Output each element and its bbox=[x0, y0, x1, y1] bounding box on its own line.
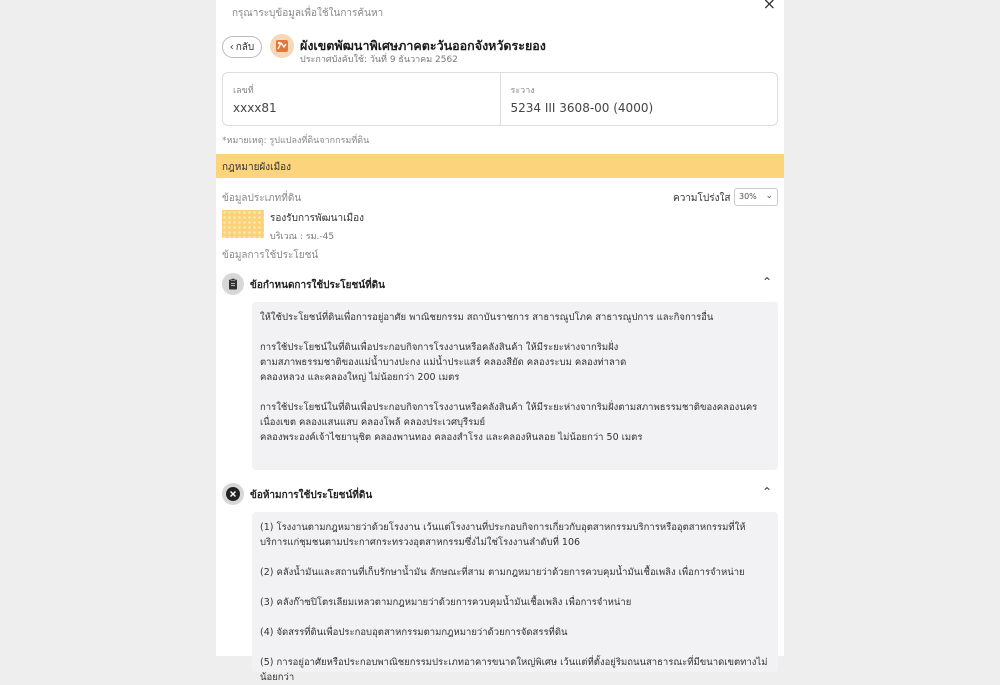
search-hint: กรุณาระบุข้อมูลเพื่อใช้ในการค้นหา bbox=[232, 8, 384, 19]
requirement-paragraph: ให้ใช้ประโยชน์ที่ดินเพื่อการอยู่อาศัย พาณิชยกรรม สถาบันราชการ สาธารณูปโภค สาธารณูปการ และกิจการอื่น bbox=[260, 312, 714, 323]
parcel-number-value: xxxx81 bbox=[233, 101, 277, 115]
town-planning-law-bar bbox=[216, 154, 784, 178]
land-use-requirements-header[interactable] bbox=[222, 273, 778, 297]
requirement-paragraph: การใช้ประโยชน์ในที่ดินเพื่อประกอบกิจการโรงงานหรือคลังสินค้า ให้มีระยะห่างจากริมฝั่งตามสภาพธรรมชาติของคลองนครเนื่องเขต คลองแสนแสบ คลองโพล้ คลองประเวศบุรีรมย์ คลองพระองค์เจ้าไชยานุชิต คลองพานทอง คลองสำโรง และคลองหินลอย ไม่น้อยกว่า 50 เมตร bbox=[260, 402, 758, 443]
header bbox=[216, 28, 784, 66]
prohibition-paragraph: (1) โรงงานตามกฎหมายว่าด้วยโรงงาน เว้นแต่โรงงานที่ประกอบกิจการเกี่ยวกับอุตสาหกรรมบริการหรืออุตสาหกรรมที่ให้บริการแก่ชุมชนตามประกาศกระทรวงอุตสาหกรรมซึ่งไม่ใช่โรงงานลำดับที่ 106 bbox=[260, 522, 746, 548]
opacity-select[interactable] bbox=[734, 188, 778, 206]
requirement-paragraph: การใช้ประโยชน์ในที่ดินเพื่อประกอบกิจการโรงงานหรือคลังสินค้า ให้มีระยะห่างจากริมฝั่ง ตามสภาพธรรมชาติของแม่น้ำบางปะกง แม่น้ำประแสร์ คลองสียัด คลองระบม คลองท่าลาด คลองหลวง และคลองใหญ่ ไม่น้อยกว่า 200 เมตร bbox=[260, 342, 627, 383]
prohibition-paragraph: (4) จัดสรรที่ดินเพื่อประกอบอุตสาหกรรมตามกฎหมายว่าด้วยการจัดสรรที่ดิน bbox=[260, 627, 568, 638]
land-use-label: ข้อมูลการใช้ประโยชน์ bbox=[222, 250, 319, 261]
chevron-up-icon[interactable]: ⌃ bbox=[761, 275, 772, 289]
prohibition-paragraph: (2) คลังน้ำมันและสถานที่เก็บรักษาน้ำมัน ลักษณะที่สาม ตามกฎหมายว่าด้วยการควบคุมน้ำมันเชื้อเพลิง เพื่อการจำหน่าย bbox=[260, 567, 745, 578]
opacity-label: ความโปร่งใส bbox=[673, 193, 731, 204]
plan-logo-icon bbox=[270, 34, 294, 58]
land-use-prohibitions-text bbox=[252, 512, 778, 683]
opacity-value: 30% bbox=[739, 192, 757, 201]
clipboard-icon bbox=[222, 273, 244, 295]
zone-code: บริเวณ : รม.-45 bbox=[270, 232, 335, 242]
chevron-left-icon: ‹ bbox=[229, 41, 234, 53]
back-button[interactable] bbox=[222, 36, 262, 58]
zone-name: รองรับการพัฒนาเมือง bbox=[270, 213, 364, 224]
map-grid-cell bbox=[500, 73, 778, 125]
land-use-requirements-title: ข้อกำหนดการใช้ประโยชน์ที่ดิน bbox=[250, 280, 386, 291]
parcel-number-cell bbox=[223, 73, 500, 125]
parcel-info-box bbox=[222, 72, 778, 126]
town-planning-law-label: กฎหมายผังเมือง bbox=[222, 162, 292, 173]
prohibited-icon bbox=[222, 483, 244, 505]
map-grid-label: ระวาง bbox=[510, 86, 535, 96]
map-grid-value: 5234 III 3608-00 (4000) bbox=[510, 101, 654, 115]
close-icon[interactable]: × bbox=[762, 0, 776, 13]
prohibition-paragraph: (5) การอยู่อาศัยหรือประกอบพาณิชยกรรมประเภทอาคารขนาดใหญ่พิเศษ เว้นแต่ที่ตั้งอยู่ริมถนนสาธารณะที่มีขนาดเขตทางไม่น้อยกว่า bbox=[260, 657, 768, 683]
top-bar bbox=[216, 0, 784, 26]
search-panel bbox=[216, 0, 784, 683]
zone-color-swatch bbox=[222, 210, 264, 238]
page-subtitle: ประกาศบังคับใช้: วันที่ 9 ธันวาคม 2562 bbox=[300, 55, 458, 65]
land-use-prohibitions-title: ข้อห้ามการใช้ประโยชน์ที่ดิน bbox=[250, 490, 373, 501]
land-use-requirements-text bbox=[252, 302, 778, 470]
chevron-up-icon[interactable]: ⌃ bbox=[761, 485, 772, 499]
note-text: *หมายเหตุ: รูปแปลงที่ดินจากกรมที่ดิน bbox=[222, 136, 370, 146]
land-use-prohibitions-header[interactable] bbox=[222, 483, 778, 507]
prohibition-paragraph: (3) คลังก๊าซปิโตรเลียมเหลวตามกฎหมายว่าด้วยการควบคุมน้ำมันเชื้อเพลิง เพื่อการจำหน่าย bbox=[260, 597, 632, 608]
chevron-down-icon: ⌄ bbox=[765, 191, 773, 201]
back-button-label: กลับ bbox=[235, 41, 255, 53]
page-title: ผังเขตพัฒนาพิเศษภาคตะวันออกจังหวัดระยอง bbox=[300, 38, 546, 53]
land-type-label: ข้อมูลประเภทที่ดิน bbox=[222, 193, 302, 204]
parcel-number-label: เลขที่ bbox=[233, 86, 254, 96]
